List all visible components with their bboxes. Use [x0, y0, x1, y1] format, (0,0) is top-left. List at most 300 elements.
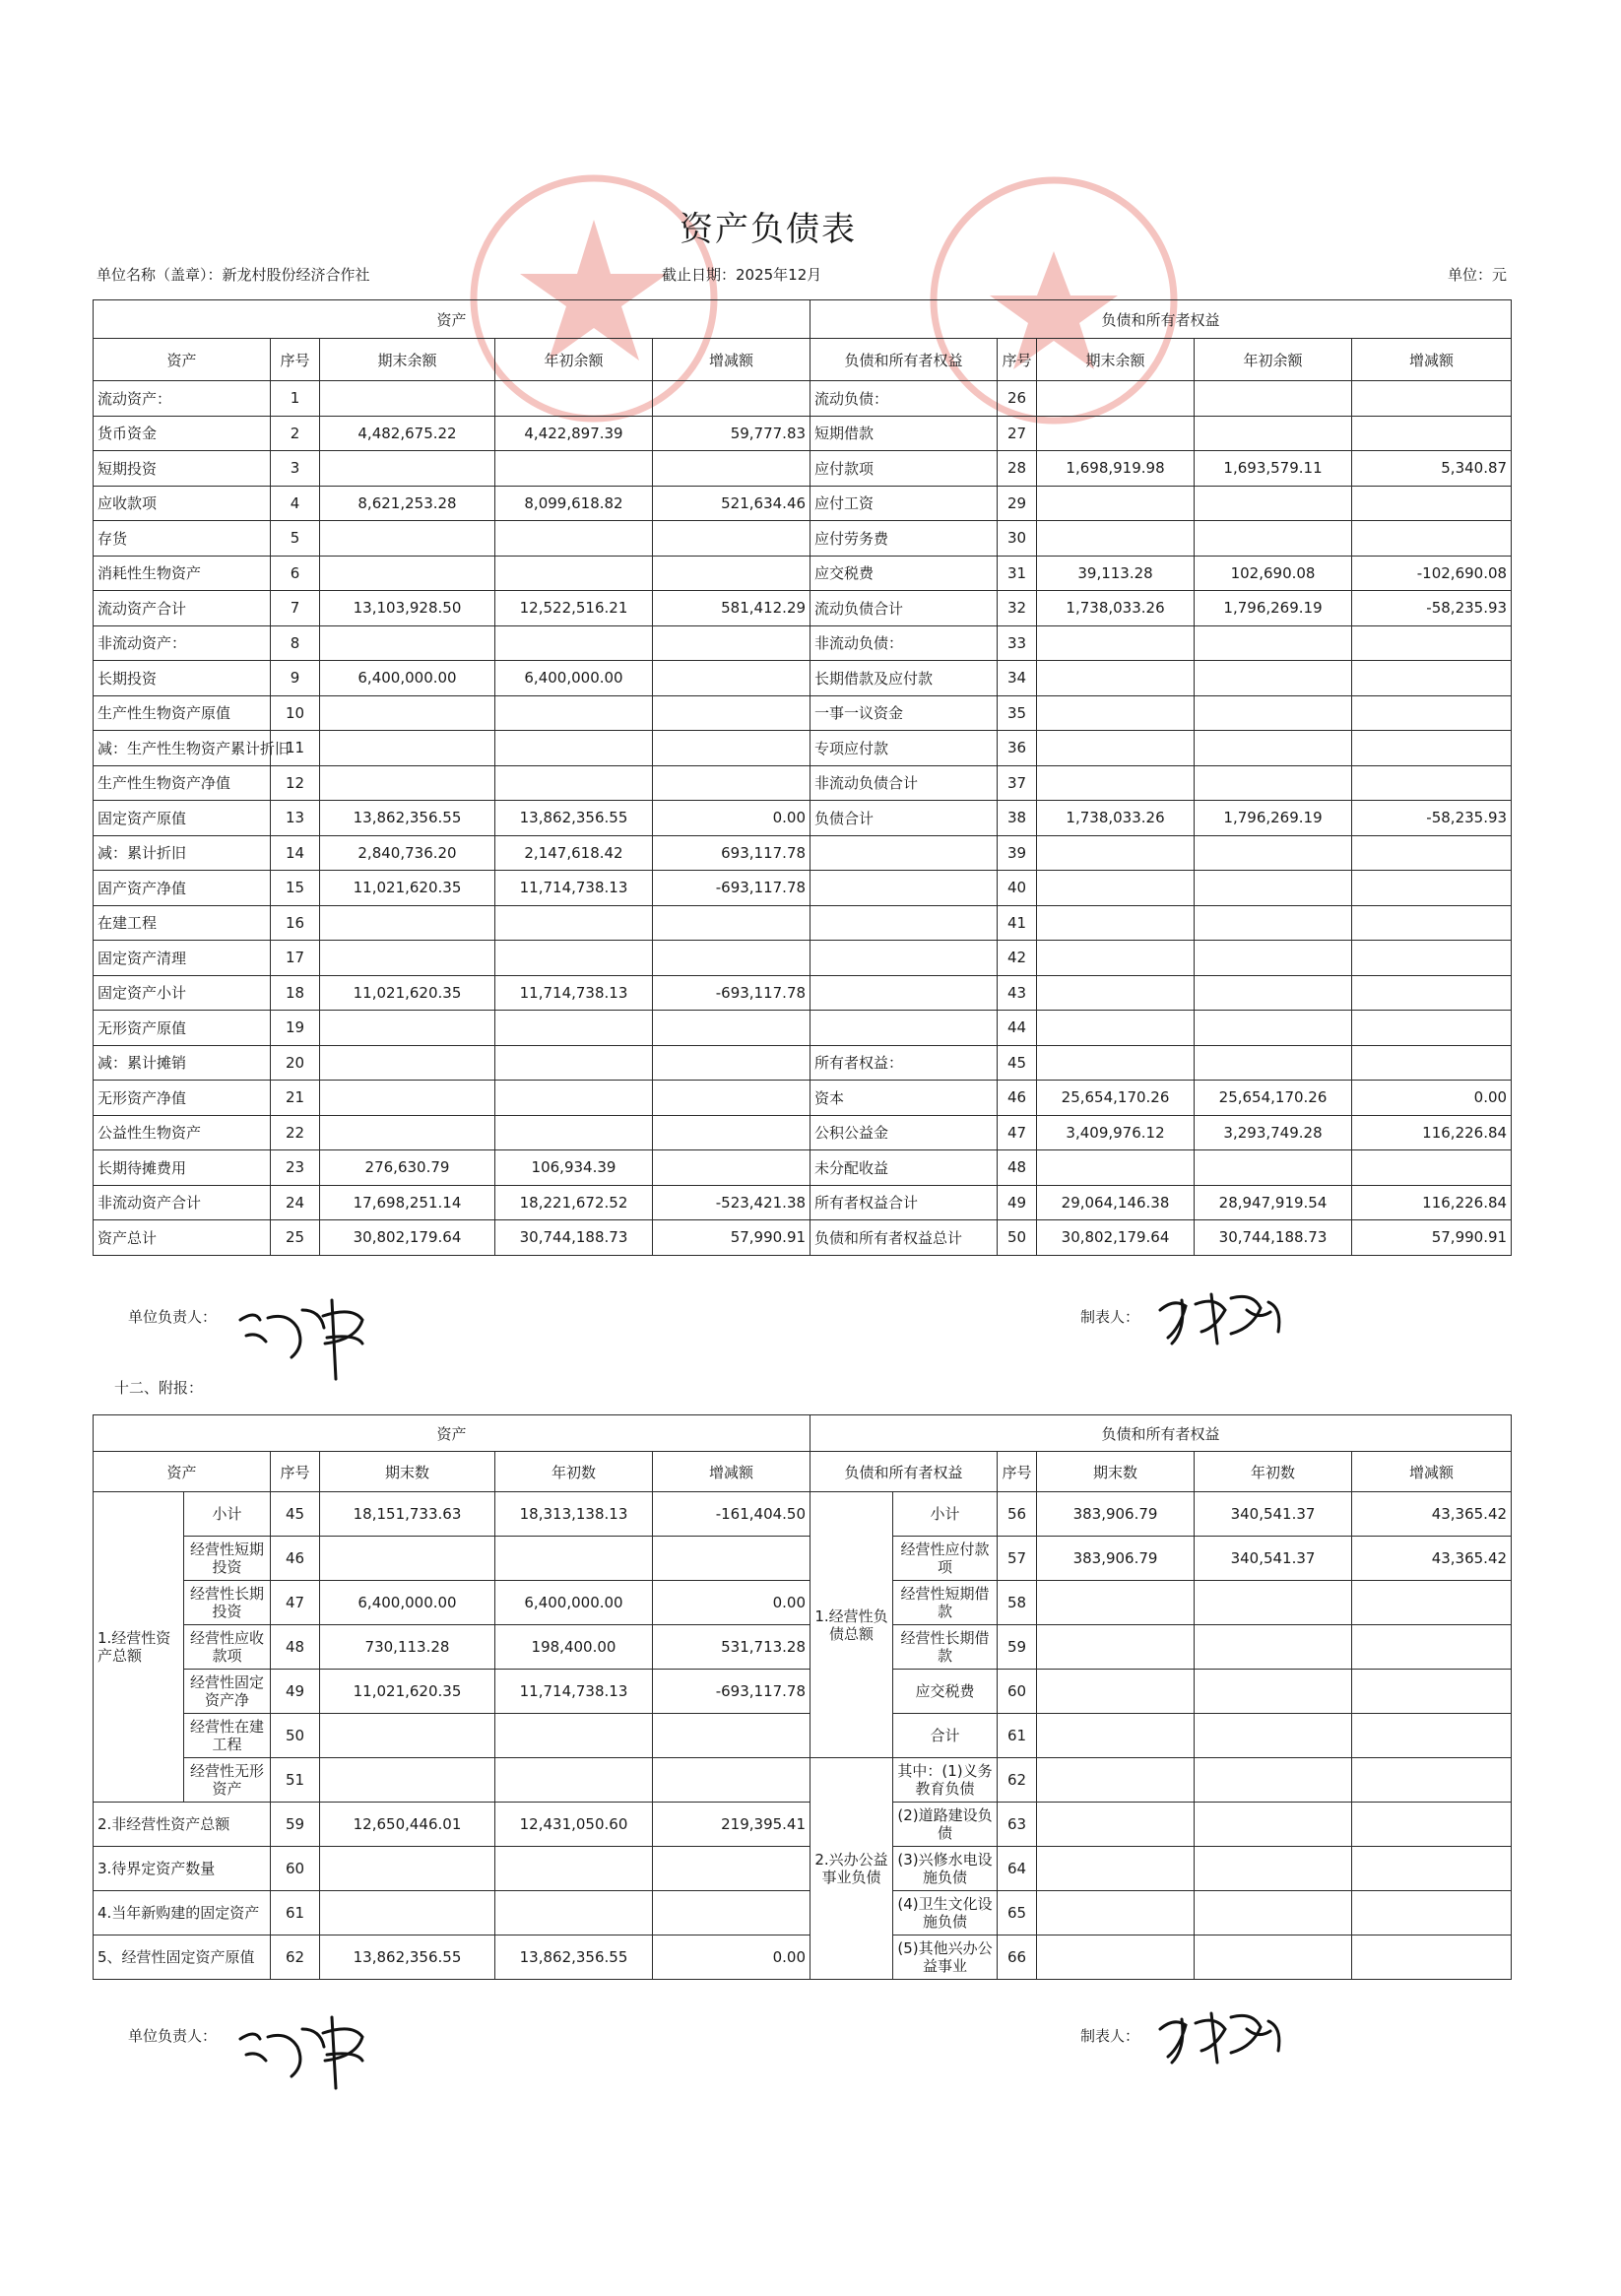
amount-cell — [495, 556, 653, 591]
amount-cell — [1037, 905, 1195, 941]
amount-cell: -693,117.78 — [653, 975, 810, 1011]
amount-cell — [1037, 765, 1195, 801]
amount-cell — [320, 905, 495, 941]
row-number: 21 — [271, 1081, 320, 1116]
row-number: 24 — [271, 1185, 320, 1220]
amount-cell: 11,714,738.13 — [495, 975, 653, 1011]
amount-cell — [1195, 1150, 1352, 1186]
supp-amount-cell — [1352, 1714, 1512, 1758]
row-label: 固定资产原值 — [94, 801, 271, 836]
supp-amount-cell — [320, 1714, 495, 1758]
row-number: 15 — [271, 871, 320, 906]
amount-cell — [653, 1150, 810, 1186]
supp-amount-cell — [1352, 1670, 1512, 1714]
supp-row-number: 63 — [998, 1803, 1037, 1847]
column-header-right-3: 年初余额 — [1195, 339, 1352, 381]
table-row — [94, 625, 1512, 661]
supp-table-row — [94, 1625, 1512, 1670]
amount-cell — [653, 731, 810, 766]
amount-cell: 25,654,170.26 — [1037, 1081, 1195, 1116]
row-number: 50 — [998, 1220, 1037, 1256]
supp-row-number: 62 — [271, 1935, 320, 1980]
supp-row-number: 48 — [271, 1625, 320, 1670]
amount-cell: -102,690.08 — [1352, 556, 1512, 591]
supp-row-label: 经营性短期投资 — [184, 1537, 271, 1581]
row-label: 长期待摊费用 — [94, 1150, 271, 1186]
supp-table-row — [94, 1891, 1512, 1935]
amount-cell — [320, 1115, 495, 1150]
amount-cell — [495, 765, 653, 801]
amount-cell — [1195, 661, 1352, 696]
amount-cell: 0.00 — [653, 801, 810, 836]
amount-cell — [495, 941, 653, 976]
supp-amount-cell — [1037, 1891, 1195, 1935]
supp-amount-cell — [1195, 1625, 1352, 1670]
row-label: 无形资产净值 — [94, 1081, 271, 1116]
supp-table-row — [94, 1581, 1512, 1625]
row-number: 17 — [271, 941, 320, 976]
row-label: 所有者权益合计 — [810, 1185, 998, 1220]
row-label: 应付劳务费 — [810, 521, 998, 557]
supp-amount-cell — [1195, 1891, 1352, 1935]
group-header-assets: 资产 — [94, 300, 810, 339]
amount-cell — [1352, 416, 1512, 451]
row-number: 42 — [998, 941, 1037, 976]
row-number: 13 — [271, 801, 320, 836]
supp-right-group2-label: 2.兴办公益事业负债 — [810, 1758, 893, 1980]
supp-amount-cell: 12,650,446.01 — [320, 1803, 495, 1847]
supp-row-label: 经营性无形资产 — [184, 1758, 271, 1803]
supp-row-label: 应交税费 — [893, 1670, 998, 1714]
supp-row-number: 61 — [998, 1714, 1037, 1758]
row-label — [810, 871, 998, 906]
amount-cell: 1,698,919.98 — [1037, 451, 1195, 487]
amount-cell — [1195, 975, 1352, 1011]
row-label: 非流动资产： — [94, 625, 271, 661]
row-number: 34 — [998, 661, 1037, 696]
amount-cell: 6,400,000.00 — [495, 661, 653, 696]
amount-cell — [320, 731, 495, 766]
row-number: 33 — [998, 625, 1037, 661]
amount-cell: 521,634.46 — [653, 486, 810, 521]
supp-row-number: 65 — [998, 1891, 1037, 1935]
amount-cell — [1352, 695, 1512, 731]
supp-row-label: 经营性短期借款 — [893, 1581, 998, 1625]
amount-cell — [1037, 416, 1195, 451]
amount-cell — [1352, 1011, 1512, 1046]
row-number: 4 — [271, 486, 320, 521]
amount-cell: 102,690.08 — [1195, 556, 1352, 591]
supp-column-header-right-3: 年初数 — [1195, 1452, 1352, 1492]
supp-row-number: 46 — [271, 1537, 320, 1581]
supplement-table — [93, 1414, 1512, 1980]
amount-cell: 12,522,516.21 — [495, 591, 653, 626]
supp-column-header-right-1: 序号 — [998, 1452, 1037, 1492]
supp-column-header-right-2: 期末数 — [1037, 1452, 1195, 1492]
supp-row-label: 4.当年新购建的固定资产 — [94, 1891, 271, 1935]
row-number: 8 — [271, 625, 320, 661]
supp-amount-cell — [1352, 1581, 1512, 1625]
table-row — [94, 941, 1512, 976]
table-row — [94, 591, 1512, 626]
supp-amount-cell — [1195, 1670, 1352, 1714]
row-label: 减：累计折旧 — [94, 835, 271, 871]
amount-cell: 13,862,356.55 — [495, 801, 653, 836]
row-label: 应付款项 — [810, 451, 998, 487]
supp-row-label: 2.非经营性资产总额 — [94, 1803, 271, 1847]
supp-amount-cell: 383,906.79 — [1037, 1537, 1195, 1581]
table-row — [94, 451, 1512, 487]
supp-amount-cell — [1352, 1891, 1512, 1935]
column-header-left-1: 序号 — [271, 339, 320, 381]
supp-row-number: 60 — [271, 1847, 320, 1891]
supp-amount-cell — [1352, 1847, 1512, 1891]
supp-column-header-left-4: 增减额 — [653, 1452, 810, 1492]
amount-cell — [1195, 905, 1352, 941]
row-number: 11 — [271, 731, 320, 766]
amount-cell: 1,796,269.19 — [1195, 591, 1352, 626]
amount-cell: 13,103,928.50 — [320, 591, 495, 626]
table-row — [94, 521, 1512, 557]
amount-cell — [1195, 1045, 1352, 1081]
supp-amount-cell: 18,313,138.13 — [495, 1492, 653, 1537]
amount-cell: 116,226.84 — [1352, 1185, 1512, 1220]
amount-cell: 8,621,253.28 — [320, 486, 495, 521]
supp-column-header-left-2: 期末数 — [320, 1452, 495, 1492]
amount-cell: 30,744,188.73 — [1195, 1220, 1352, 1256]
supp-row-number: 45 — [271, 1492, 320, 1537]
supp-amount-cell: 340,541.37 — [1195, 1537, 1352, 1581]
amount-cell — [320, 556, 495, 591]
amount-cell — [1195, 941, 1352, 976]
row-number: 44 — [998, 1011, 1037, 1046]
supp-row-label: (4)卫生文化设施负债 — [893, 1891, 998, 1935]
amount-cell: 0.00 — [1352, 1081, 1512, 1116]
supp-amount-cell: 0.00 — [653, 1581, 810, 1625]
amount-cell: 693,117.78 — [653, 835, 810, 871]
supp-amount-cell — [1195, 1935, 1352, 1980]
amount-cell: 57,990.91 — [653, 1220, 810, 1256]
row-label — [810, 941, 998, 976]
supp-amount-cell — [1195, 1803, 1352, 1847]
row-label: 资产总计 — [94, 1220, 271, 1256]
amount-cell: 3,293,749.28 — [1195, 1115, 1352, 1150]
amount-cell — [1195, 871, 1352, 906]
table-row — [94, 486, 1512, 521]
supp-table-row — [94, 1847, 1512, 1891]
row-label: 固定资产小计 — [94, 975, 271, 1011]
row-number: 41 — [998, 905, 1037, 941]
supp-amount-cell: 340,541.37 — [1195, 1492, 1352, 1537]
supp-table-row — [94, 1935, 1512, 1980]
amount-cell — [653, 625, 810, 661]
row-label: 流动资产合计 — [94, 591, 271, 626]
supp-amount-cell: 43,365.42 — [1352, 1537, 1512, 1581]
amount-cell: 59,777.83 — [653, 416, 810, 451]
supp-amount-cell — [495, 1758, 653, 1803]
amount-cell — [1037, 521, 1195, 557]
row-number: 25 — [271, 1220, 320, 1256]
supp-amount-cell — [495, 1847, 653, 1891]
amount-cell — [1352, 625, 1512, 661]
supp-amount-cell: 6,400,000.00 — [320, 1581, 495, 1625]
row-label: 生产性生物资产净值 — [94, 765, 271, 801]
amount-cell: 5,340.87 — [1352, 451, 1512, 487]
supp-amount-cell — [1037, 1670, 1195, 1714]
amount-cell — [1037, 695, 1195, 731]
amount-cell: 1,796,269.19 — [1195, 801, 1352, 836]
currency-unit: 单位：元 — [1448, 266, 1508, 284]
row-number: 49 — [998, 1185, 1037, 1220]
row-number: 7 — [271, 591, 320, 626]
amount-cell: 28,947,919.54 — [1195, 1185, 1352, 1220]
supp-amount-cell: 0.00 — [653, 1935, 810, 1980]
supp-unit-head-label: 单位负责人： — [128, 2027, 218, 2045]
supp-amount-cell — [1037, 1758, 1195, 1803]
supp-row-label: 经营性应收款项 — [184, 1625, 271, 1670]
supp-amount-cell — [1195, 1847, 1352, 1891]
row-label: 在建工程 — [94, 905, 271, 941]
supp-preparer-signature — [1152, 2000, 1300, 2078]
supp-row-label: 小计 — [893, 1492, 998, 1537]
row-label: 负债合计 — [810, 801, 998, 836]
amount-cell — [495, 1011, 653, 1046]
table-row — [94, 1081, 1512, 1116]
amount-cell — [495, 731, 653, 766]
supp-amount-cell — [653, 1758, 810, 1803]
amount-cell — [653, 521, 810, 557]
row-label — [810, 835, 998, 871]
row-label: 生产性生物资产原值 — [94, 695, 271, 731]
row-label: 长期借款及应付款 — [810, 661, 998, 696]
amount-cell — [1352, 661, 1512, 696]
amount-cell — [1037, 486, 1195, 521]
amount-cell — [495, 521, 653, 557]
column-header-left-0: 资产 — [94, 339, 271, 381]
supplement-section-title: 十二、附报： — [114, 1379, 204, 1397]
supp-row-number: 60 — [998, 1670, 1037, 1714]
amount-cell — [1195, 521, 1352, 557]
supp-row-label: (5)其他兴办公益事业 — [893, 1935, 998, 1980]
row-label: 无形资产原值 — [94, 1011, 271, 1046]
amount-cell: 1,693,579.11 — [1195, 451, 1352, 487]
row-label: 非流动负债： — [810, 625, 998, 661]
table-row — [94, 556, 1512, 591]
supp-row-number: 58 — [998, 1581, 1037, 1625]
row-number: 9 — [271, 661, 320, 696]
supp-row-number: 57 — [998, 1537, 1037, 1581]
row-label: 所有者权益： — [810, 1045, 998, 1081]
amount-cell — [1037, 381, 1195, 417]
supp-amount-cell — [1195, 1714, 1352, 1758]
table-row — [94, 801, 1512, 836]
table-row — [94, 1115, 1512, 1150]
amount-cell — [1037, 1045, 1195, 1081]
row-number: 48 — [998, 1150, 1037, 1186]
column-header-right-0: 负债和所有者权益 — [810, 339, 998, 381]
amount-cell — [1195, 765, 1352, 801]
row-number: 39 — [998, 835, 1037, 871]
amount-cell: 8,099,618.82 — [495, 486, 653, 521]
table-row — [94, 905, 1512, 941]
table-row — [94, 661, 1512, 696]
column-header-left-4: 增减额 — [653, 339, 810, 381]
table-row — [94, 695, 1512, 731]
row-number: 1 — [271, 381, 320, 417]
row-label: 减：累计摊销 — [94, 1045, 271, 1081]
row-number: 31 — [998, 556, 1037, 591]
supp-amount-cell — [495, 1891, 653, 1935]
row-number: 5 — [271, 521, 320, 557]
supp-table-row — [94, 1758, 1512, 1803]
cutoff-date: 截止日期：2025年12月 — [662, 266, 822, 284]
row-label: 一事一议资金 — [810, 695, 998, 731]
amount-cell — [1037, 1150, 1195, 1186]
supp-amount-cell — [320, 1891, 495, 1935]
amount-cell — [1352, 486, 1512, 521]
amount-cell — [495, 695, 653, 731]
table-row — [94, 1185, 1512, 1220]
row-label: 长期投资 — [94, 661, 271, 696]
supp-row-number: 62 — [998, 1758, 1037, 1803]
amount-cell — [653, 905, 810, 941]
amount-cell: 30,744,188.73 — [495, 1220, 653, 1256]
table-row — [94, 731, 1512, 766]
amount-cell: 13,862,356.55 — [320, 801, 495, 836]
supp-amount-cell: 12,431,050.60 — [495, 1803, 653, 1847]
supp-amount-cell — [1352, 1625, 1512, 1670]
row-number: 22 — [271, 1115, 320, 1150]
column-header-left-2: 期末余额 — [320, 339, 495, 381]
supp-amount-cell: 198,400.00 — [495, 1625, 653, 1670]
amount-cell — [320, 451, 495, 487]
amount-cell: 581,412.29 — [653, 591, 810, 626]
table-row — [94, 835, 1512, 871]
table-row — [94, 416, 1512, 451]
table-row — [94, 765, 1512, 801]
supp-column-header-right-0: 负债和所有者权益 — [810, 1452, 998, 1492]
amount-cell — [653, 695, 810, 731]
amount-cell — [653, 1081, 810, 1116]
row-label: 固定资产清理 — [94, 941, 271, 976]
amount-cell — [1195, 835, 1352, 871]
balance-sheet-table — [93, 299, 1512, 1256]
row-number: 38 — [998, 801, 1037, 836]
supp-row-label: (3)兴修水电设施负债 — [893, 1847, 998, 1891]
row-label: 流动负债： — [810, 381, 998, 417]
supp-amount-cell — [1037, 1581, 1195, 1625]
supp-row-number: 49 — [271, 1670, 320, 1714]
amount-cell — [1195, 1011, 1352, 1046]
supp-amount-cell: 730,113.28 — [320, 1625, 495, 1670]
supp-table-row — [94, 1670, 1512, 1714]
supp-amount-cell: 531,713.28 — [653, 1625, 810, 1670]
row-number: 12 — [271, 765, 320, 801]
group-header-liabilities: 负债和所有者权益 — [810, 300, 1512, 339]
amount-cell — [1352, 905, 1512, 941]
supp-table-row — [94, 1492, 1512, 1537]
unit-name: 单位名称（盖章）：新龙村股份经济合作社 — [97, 266, 370, 284]
supp-group-header-liabilities: 负债和所有者权益 — [810, 1415, 1512, 1452]
row-number: 10 — [271, 695, 320, 731]
supp-amount-cell: 11,714,738.13 — [495, 1670, 653, 1714]
row-number: 19 — [271, 1011, 320, 1046]
amount-cell — [320, 625, 495, 661]
supp-row-number: 59 — [271, 1803, 320, 1847]
row-number: 43 — [998, 975, 1037, 1011]
row-label: 流动负债合计 — [810, 591, 998, 626]
amount-cell: -523,421.38 — [653, 1185, 810, 1220]
amount-cell — [653, 661, 810, 696]
row-label: 应交税费 — [810, 556, 998, 591]
table-row — [94, 975, 1512, 1011]
supp-row-number: 66 — [998, 1935, 1037, 1980]
supp-column-header-right-4: 增减额 — [1352, 1452, 1512, 1492]
supp-amount-cell — [653, 1891, 810, 1935]
supp-preparer-label: 制表人： — [1080, 2027, 1140, 2045]
row-number: 30 — [998, 521, 1037, 557]
amount-cell — [653, 765, 810, 801]
amount-cell: 57,990.91 — [1352, 1220, 1512, 1256]
supp-column-header-left-3: 年初数 — [495, 1452, 653, 1492]
supp-amount-cell — [1037, 1847, 1195, 1891]
preparer-signature — [1152, 1280, 1300, 1359]
supp-row-label: 小计 — [184, 1492, 271, 1537]
amount-cell — [653, 1045, 810, 1081]
supp-amount-cell — [1037, 1803, 1195, 1847]
amount-cell — [1352, 941, 1512, 976]
amount-cell — [653, 556, 810, 591]
supp-column-header-left-0: 资产 — [94, 1452, 271, 1492]
supp-amount-cell: 18,151,733.63 — [320, 1492, 495, 1537]
amount-cell: 39,113.28 — [1037, 556, 1195, 591]
row-label: 流动资产： — [94, 381, 271, 417]
supp-amount-cell: 383,906.79 — [1037, 1492, 1195, 1537]
row-label: 负债和所有者权益总计 — [810, 1220, 998, 1256]
amount-cell — [1037, 835, 1195, 871]
amount-cell — [1352, 975, 1512, 1011]
amount-cell: -58,235.93 — [1352, 591, 1512, 626]
table-row — [94, 1220, 1512, 1256]
supp-amount-cell — [1352, 1758, 1512, 1803]
amount-cell: 11,021,620.35 — [320, 975, 495, 1011]
supp-row-number: 50 — [271, 1714, 320, 1758]
row-label — [810, 1011, 998, 1046]
supp-row-label: 经营性在建工程 — [184, 1714, 271, 1758]
supp-amount-cell: 219,395.41 — [653, 1803, 810, 1847]
table-row — [94, 871, 1512, 906]
supp-row-number: 59 — [998, 1625, 1037, 1670]
supp-row-number: 47 — [271, 1581, 320, 1625]
supp-amount-cell — [653, 1847, 810, 1891]
amount-cell: 30,802,179.64 — [320, 1220, 495, 1256]
amount-cell — [320, 381, 495, 417]
amount-cell — [1352, 1045, 1512, 1081]
amount-cell — [1037, 941, 1195, 976]
row-number: 45 — [998, 1045, 1037, 1081]
row-number: 29 — [998, 486, 1037, 521]
row-label: 短期借款 — [810, 416, 998, 451]
amount-cell: 25,654,170.26 — [1195, 1081, 1352, 1116]
supp-amount-cell — [320, 1537, 495, 1581]
supp-amount-cell — [320, 1758, 495, 1803]
amount-cell — [495, 625, 653, 661]
row-label — [810, 905, 998, 941]
row-label: 减：生产性生物资产累计折旧 — [94, 731, 271, 766]
row-label: 存货 — [94, 521, 271, 557]
amount-cell: 276,630.79 — [320, 1150, 495, 1186]
amount-cell — [495, 451, 653, 487]
